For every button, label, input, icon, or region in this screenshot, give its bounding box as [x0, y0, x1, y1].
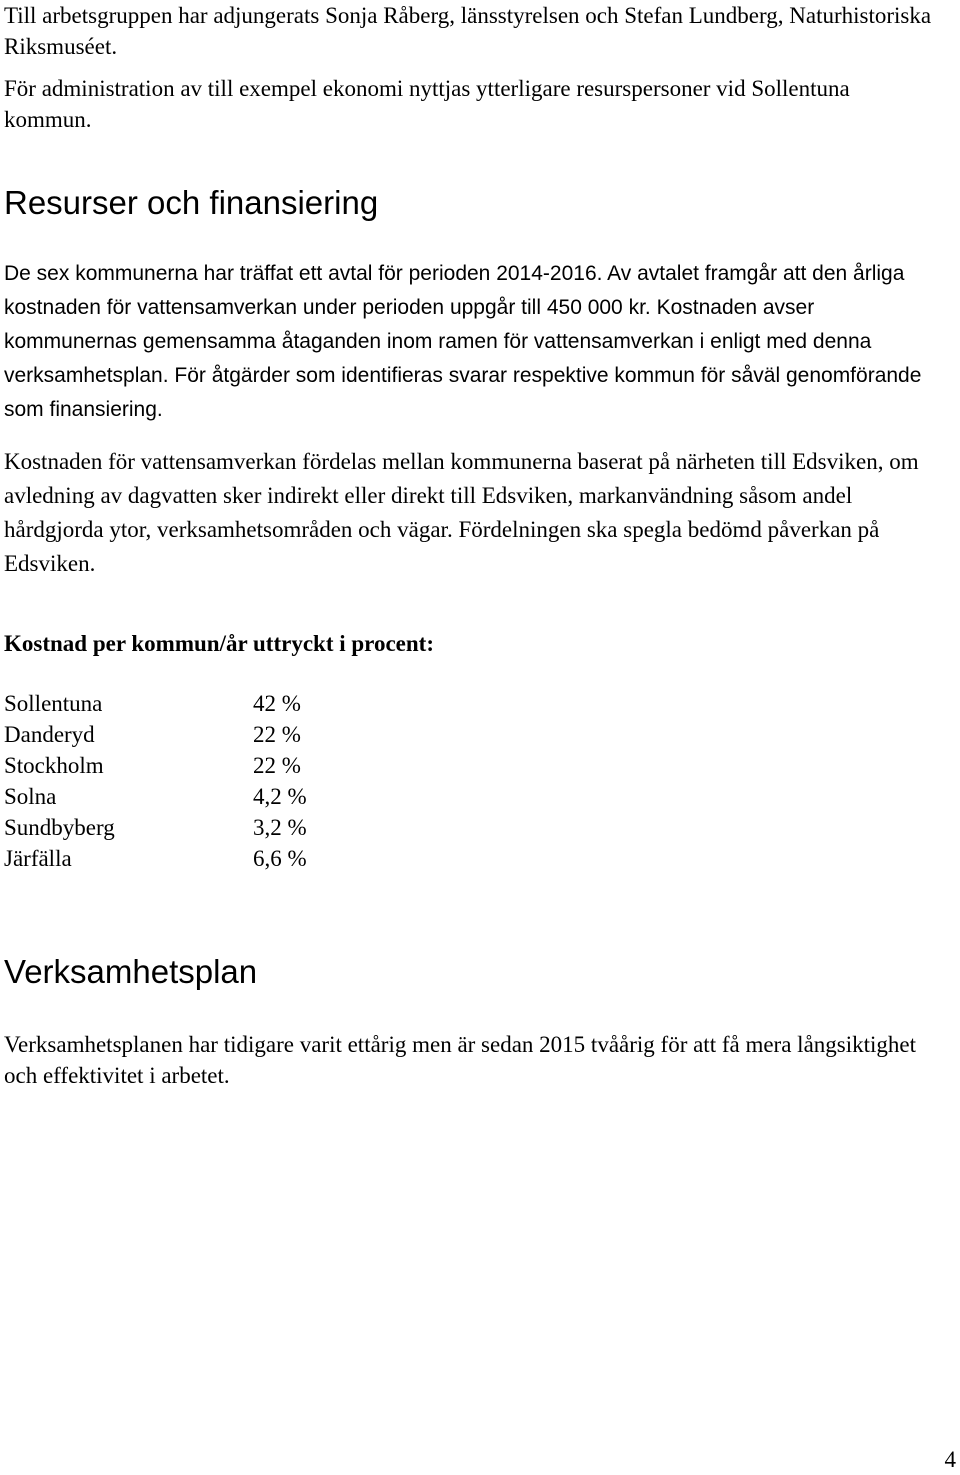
- kommun-share: 42 %: [253, 691, 301, 716]
- kommun-name: Danderyd: [4, 722, 95, 747]
- section-heading-verksamhetsplan: Verksamhetsplan: [4, 953, 258, 990]
- kommun-name: Stockholm: [4, 753, 104, 778]
- intro-paragraph-administration: För administration av till exempel ekonomi nyttjas ytterligare resurspersoner vid Sollentuna kommun.: [4, 76, 850, 132]
- cost-table: [4, 688, 307, 874]
- kommun-share: 6,6 %: [253, 846, 307, 871]
- table-row: [4, 719, 307, 750]
- cost-table-body: [4, 688, 307, 874]
- resurser-paragraph: De sex kommunerna har träffat ett avtal för perioden 2014-2016. Av avtalet framgår att den årliga kostnaden för vattensamverkan under perioden uppgår till 450 000 kr. Kostnaden avser kommunernas gemensamma åtaganden inom ramen för vattensamverkan i enligt med denna verksamhetsplan. För åtgärder som identifieras svarar respektive kommun för såväl genomförande som finansiering.: [4, 262, 922, 421]
- table-row: [4, 812, 307, 843]
- kommun-share: 22 %: [253, 753, 301, 778]
- kommun-share: 3,2 %: [253, 815, 307, 840]
- kostnad-paragraph: Kostnaden för vattensamverkan fördelas mellan kommunerna baserat på närheten till Edsviken, om avledning av dagvatten sker indirekt eller direkt till Edsviken, markanvändning såsom andel hårdgjorda ytor, verksamhetsområden och vägar. Fördelningen ska spegla bedömd påverkan på Edsviken.: [4, 449, 919, 576]
- table-row: [4, 781, 307, 812]
- table-row: [4, 750, 307, 781]
- verksamhetsplan-paragraph: Verksamhetsplanen har tidigare varit ettårig men är sedan 2015 tvåårig för att få mera långsiktighet och effektivitet i arbetet.: [4, 1032, 916, 1088]
- kommun-name: Sollentuna: [4, 691, 103, 716]
- cost-table-heading: Kostnad per kommun/år uttryckt i procent:: [4, 631, 434, 656]
- kommun-share: 4,2 %: [253, 784, 307, 809]
- kommun-name: Järfälla: [4, 846, 72, 871]
- kommun-share: 22 %: [253, 722, 301, 747]
- table-row: [4, 688, 307, 719]
- intro-paragraph-adjungerade: Till arbetsgruppen har adjungerats Sonja Råberg, länsstyrelsen och Stefan Lundberg, Naturhistoriska Riksmuséet.: [4, 3, 932, 59]
- page-number: 4: [944, 1447, 956, 1472]
- section-heading-resurser: Resurser och finansiering: [4, 184, 379, 221]
- kommun-name: Sundbyberg: [4, 815, 115, 840]
- table-row: [4, 843, 307, 874]
- kommun-name: Solna: [4, 784, 57, 809]
